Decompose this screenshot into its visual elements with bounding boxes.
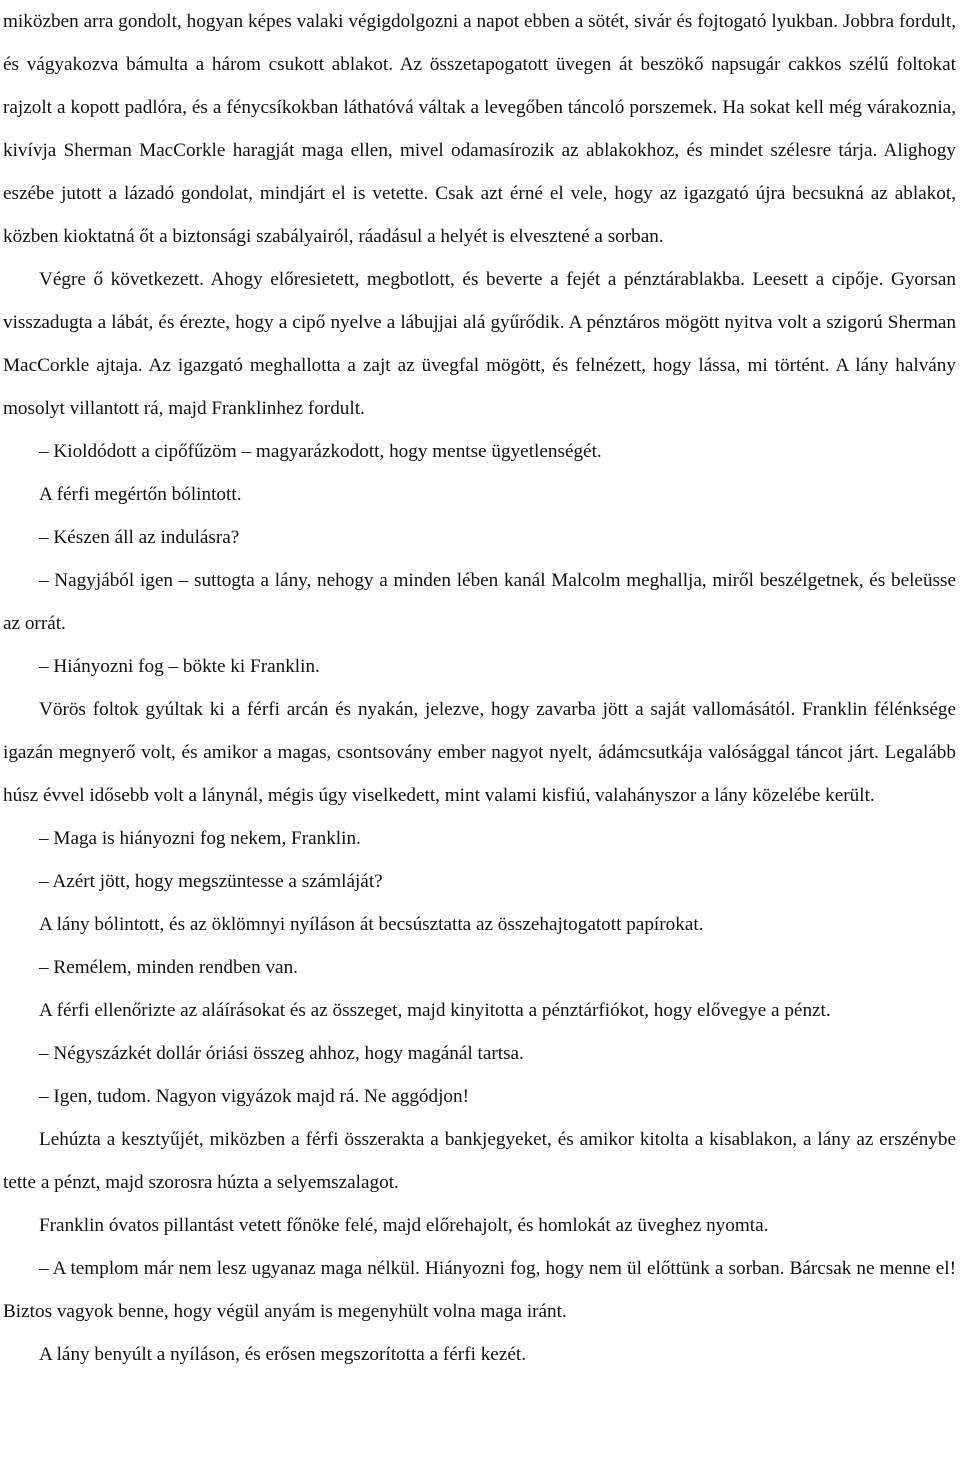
paragraph: – Maga is hiányozni fog nekem, Franklin. xyxy=(39,828,361,849)
paragraph: – A templom már nem lesz ugyanaz maga nélkül. Hiányozni fog, hogy nem ül előttünk a sorban. Bárcsak ne menne el! Biztos vagyok benne, hogy végül anyám is megenyhült volna maga iránt. xyxy=(3,1258,956,1322)
paragraph: – Azért jött, hogy megszüntesse a számláját? xyxy=(39,871,383,892)
paragraph: Vörös foltok gyúltak ki a férfi arcán és nyakán, jelezve, hogy zavarba jött a saját vallomásától. Franklin félénksége igazán megnyerő volt, és amikor a magas, csontsovány ember nagyot nyelt, ádámcsutkája valósággal táncot járt. Legalább húsz évvel idősebb volt a lánynál, mégis úgy viselkedett, mint valami kisfiú, valahányszor a lány közelébe került. xyxy=(3,699,956,806)
paragraph: – Hiányozni fog – bökte ki Franklin. xyxy=(39,656,320,677)
document-page xyxy=(3,0,956,1376)
paragraph: A lány benyúlt a nyíláson, és erősen megszorította a férfi kezét. xyxy=(39,1344,526,1365)
paragraph: – Készen áll az indulásra? xyxy=(39,527,240,548)
paragraph: – Kioldódott a cipőfűzöm – magyarázkodott, hogy mentse ügyetlenségét. xyxy=(39,441,602,462)
paragraph: miközben arra gondolt, hogyan képes valaki végigdolgozni a napot ebben a sötét, sivár és fojtogató lyukban. Jobbra fordult, és vágyakozva bámulta a három csukott ablakot. Az összetapogatott üvegen át beszökő napsugár cakkos szélű foltokat rajzolt a kopott padlóra, és a fénycsíkokban láthatóvá váltak a levegőben táncoló porszemek. Ha sokat kell még várakoznia, kivívja Sherman MacCorkle haragját maga ellen, mivel odamasírozik az ablakokhoz, és mindet szélesre tárja. Alighogy eszébe jutott a lázadó gondolat, mindjárt el is vetette. Csak azt érné el vele, hogy az igazgató újra becsukná az ablakot, közben kioktatná őt a biztonsági szabályairól, ráadásul a helyét is elvesztené a sorban. xyxy=(3,11,956,247)
paragraph: – Négyszázkét dollár óriási összeg ahhoz, hogy magánál tartsa. xyxy=(39,1043,524,1064)
paragraph: A lány bólintott, és az öklömnyi nyíláson át becsúsztatta az összehajtogatott papírokat. xyxy=(39,914,704,935)
paragraph: – Remélem, minden rendben van. xyxy=(39,957,298,978)
paragraph: – Nagyjából igen – suttogta a lány, nehogy a minden lében kanál Malcolm meghallja, miről beszélgetnek, és beleüsse az orrát. xyxy=(3,570,956,634)
paragraph: Lehúzta a kesztyűjét, miközben a férfi összerakta a bankjegyeket, és amikor kitolta a kisablakon, a lány az erszénybe tette a pénzt, majd szorosra húzta a selyemszalagot. xyxy=(3,1129,956,1193)
paragraph: Végre ő következett. Ahogy előresietett, megbotlott, és beverte a fejét a pénztárablakba. Leesett a cipője. Gyorsan visszadugta a lábát, és érezte, hogy a cipő nyelve a lábujjai alá gyűrődik. A pénztáros mögött nyitva volt a szigorú Sherman MacCorkle ajtaja. Az igazgató meghallotta a zajt az üvegfal mögött, és felnézett, hogy lássa, mi történt. A lány halvány mosolyt villantott rá, majd Franklinhez fordult. xyxy=(3,269,956,419)
paragraph: A férfi megértőn bólintott. xyxy=(39,484,242,505)
paragraph: Franklin óvatos pillantást vetett főnöke felé, majd előrehajolt, és homlokát az üveghez nyomta. xyxy=(39,1215,769,1236)
paragraph: – Igen, tudom. Nagyon vigyázok majd rá. Ne aggódjon! xyxy=(39,1086,470,1107)
paragraph: A férfi ellenőrizte az aláírásokat és az összeget, majd kinyitotta a pénztárfiókot, hogy elővegye a pénzt. xyxy=(39,1000,831,1021)
